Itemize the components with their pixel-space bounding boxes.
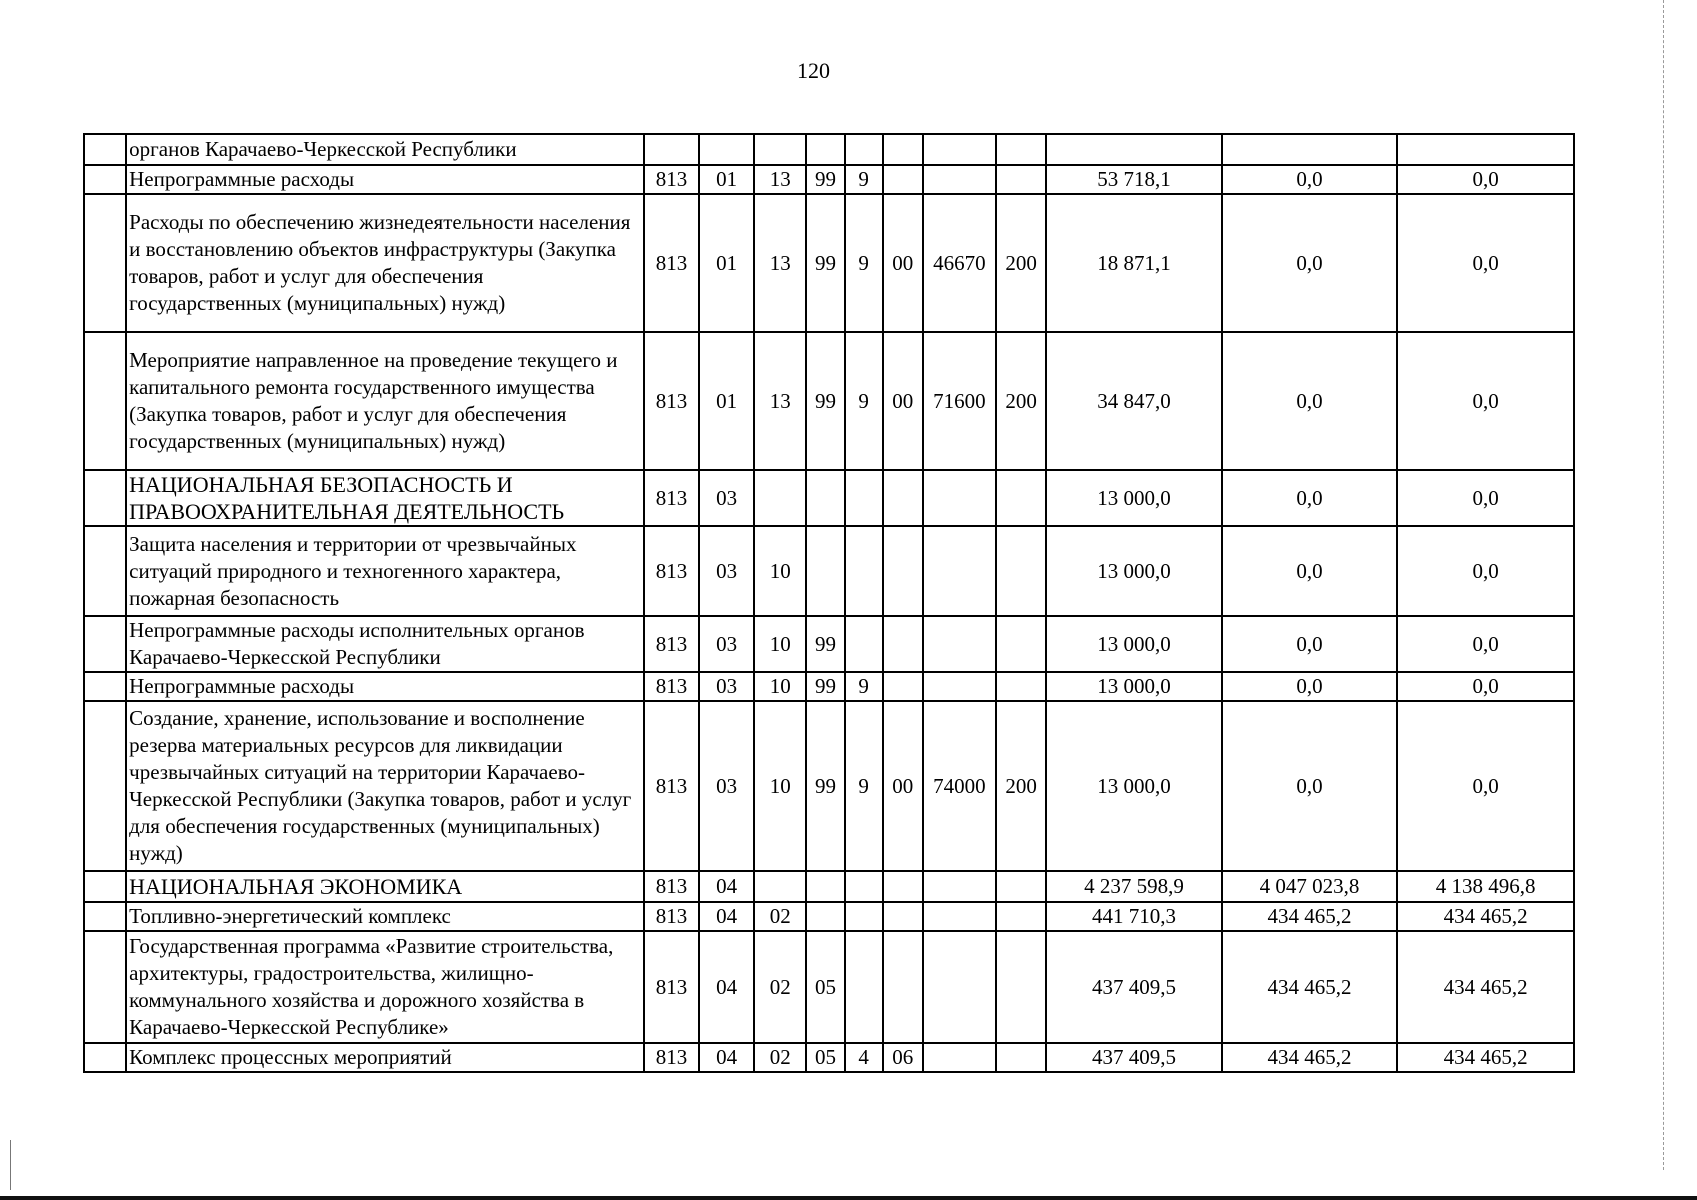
row-number-cell <box>84 134 126 165</box>
code-cell: 99 <box>806 701 844 871</box>
code-cell <box>806 526 844 616</box>
code-cell: 813 <box>644 616 699 672</box>
code-cell <box>923 616 996 672</box>
row-name: Топливно-энергетический комплекс <box>126 902 644 931</box>
code-cell <box>923 134 996 165</box>
code-cell <box>845 616 883 672</box>
code-cell <box>923 1043 996 1072</box>
amount-cell: 0,0 <box>1397 701 1574 871</box>
amount-cell: 18 871,1 <box>1046 194 1222 332</box>
row-number-cell <box>84 470 126 526</box>
row-name: Комплекс процессных мероприятий <box>126 1043 644 1072</box>
amount-cell: 13 000,0 <box>1046 672 1222 701</box>
code-cell <box>845 526 883 616</box>
row-number-cell <box>84 931 126 1043</box>
code-cell: 01 <box>699 332 754 470</box>
amount-cell: 0,0 <box>1222 332 1398 470</box>
code-cell: 13 <box>754 332 806 470</box>
row-name: Государственная программа «Развитие строительства, архитектуры, градостроительства, жилищно-коммунального хозяйства и дорожного хозяйства в Карачаево-Черкесской Республике» <box>126 931 644 1043</box>
code-cell <box>754 470 806 526</box>
code-cell <box>923 165 996 194</box>
code-cell <box>996 165 1046 194</box>
row-number-cell <box>84 871 126 902</box>
table-row <box>84 616 1574 672</box>
amount-cell: 0,0 <box>1222 701 1398 871</box>
amount-cell <box>1397 134 1574 165</box>
code-cell: 813 <box>644 701 699 871</box>
scan-edge-left <box>10 1140 11 1190</box>
code-cell: 10 <box>754 526 806 616</box>
code-cell: 01 <box>699 194 754 332</box>
amount-cell: 0,0 <box>1397 616 1574 672</box>
code-cell <box>996 134 1046 165</box>
code-cell <box>845 871 883 902</box>
row-name: Непрограммные расходы исполнительных органов Карачаево-Черкесской Республики <box>126 616 644 672</box>
row-number-cell <box>84 1043 126 1072</box>
row-name: органов Карачаево-Черкесской Республики <box>126 134 644 165</box>
row-number-cell <box>84 902 126 931</box>
amount-cell: 434 465,2 <box>1397 902 1574 931</box>
code-cell <box>845 902 883 931</box>
amount-cell: 13 000,0 <box>1046 701 1222 871</box>
code-cell <box>845 134 883 165</box>
code-cell: 813 <box>644 332 699 470</box>
code-cell: 04 <box>699 871 754 902</box>
amount-cell <box>1222 134 1398 165</box>
code-cell: 200 <box>996 194 1046 332</box>
code-cell: 813 <box>644 165 699 194</box>
code-cell <box>883 526 923 616</box>
amount-cell: 0,0 <box>1397 194 1574 332</box>
row-name: Защита населения и территории от чрезвычайных ситуаций природного и техногенного характера, пожарная безопасность <box>126 526 644 616</box>
code-cell <box>644 134 699 165</box>
code-cell <box>923 526 996 616</box>
row-name: Создание, хранение, использование и восполнение резерва материальных ресурсов для ликвидации чрезвычайных ситуаций на территории Карачаево-Черкесской Республики (Закупка товаров, работ и услуг для обеспечения государственных (муниципальных) нужд) <box>126 701 644 871</box>
code-cell <box>883 134 923 165</box>
code-cell <box>996 1043 1046 1072</box>
code-cell: 99 <box>806 194 844 332</box>
code-cell: 99 <box>806 332 844 470</box>
code-cell: 02 <box>754 1043 806 1072</box>
code-cell: 03 <box>699 526 754 616</box>
code-cell <box>699 134 754 165</box>
table-row <box>84 165 1574 194</box>
code-cell <box>883 672 923 701</box>
code-cell: 03 <box>699 672 754 701</box>
code-cell: 00 <box>883 701 923 871</box>
code-cell: 9 <box>845 701 883 871</box>
row-name: НАЦИОНАЛЬНАЯ ЭКОНОМИКА <box>126 871 644 902</box>
code-cell: 9 <box>845 165 883 194</box>
amount-cell: 4 138 496,8 <box>1397 871 1574 902</box>
code-cell: 813 <box>644 871 699 902</box>
code-cell <box>806 871 844 902</box>
scan-edge-right <box>1663 0 1664 1170</box>
code-cell: 74000 <box>923 701 996 871</box>
row-number-cell <box>84 165 126 194</box>
code-cell: 03 <box>699 616 754 672</box>
code-cell <box>845 931 883 1043</box>
amount-cell <box>1046 134 1222 165</box>
amount-cell: 0,0 <box>1397 165 1574 194</box>
code-cell: 9 <box>845 332 883 470</box>
code-cell: 10 <box>754 616 806 672</box>
amount-cell: 0,0 <box>1222 616 1398 672</box>
table-row <box>84 470 1574 526</box>
amount-cell: 437 409,5 <box>1046 1043 1222 1072</box>
amount-cell: 0,0 <box>1222 165 1398 194</box>
code-cell: 05 <box>806 931 844 1043</box>
table-row <box>84 194 1574 332</box>
code-cell: 9 <box>845 672 883 701</box>
code-cell: 99 <box>806 165 844 194</box>
code-cell <box>883 165 923 194</box>
code-cell <box>806 902 844 931</box>
amount-cell: 0,0 <box>1222 526 1398 616</box>
code-cell: 813 <box>644 526 699 616</box>
code-cell: 04 <box>699 902 754 931</box>
row-number-cell <box>84 194 126 332</box>
amount-cell: 13 000,0 <box>1046 470 1222 526</box>
code-cell: 02 <box>754 931 806 1043</box>
row-number-cell <box>84 616 126 672</box>
code-cell <box>883 470 923 526</box>
amount-cell: 0,0 <box>1222 194 1398 332</box>
code-cell <box>996 616 1046 672</box>
scan-edge-bottom <box>0 1196 1697 1200</box>
amount-cell: 0,0 <box>1397 672 1574 701</box>
code-cell <box>996 931 1046 1043</box>
code-cell <box>996 470 1046 526</box>
code-cell: 813 <box>644 902 699 931</box>
code-cell <box>845 470 883 526</box>
amount-cell: 434 465,2 <box>1397 1043 1574 1072</box>
table-body <box>84 134 1574 1072</box>
amount-cell: 13 000,0 <box>1046 526 1222 616</box>
code-cell <box>883 902 923 931</box>
amount-cell: 34 847,0 <box>1046 332 1222 470</box>
code-cell <box>883 931 923 1043</box>
amount-cell: 434 465,2 <box>1222 931 1398 1043</box>
page-number: 120 <box>797 58 830 83</box>
code-cell: 13 <box>754 165 806 194</box>
code-cell: 813 <box>644 672 699 701</box>
code-cell: 813 <box>644 470 699 526</box>
table-row <box>84 871 1574 902</box>
table-row <box>84 1043 1574 1072</box>
code-cell <box>996 902 1046 931</box>
table-row <box>84 526 1574 616</box>
budget-table <box>83 133 1575 1073</box>
amount-cell: 0,0 <box>1222 470 1398 526</box>
code-cell: 03 <box>699 701 754 871</box>
code-cell: 813 <box>644 1043 699 1072</box>
code-cell <box>883 616 923 672</box>
code-cell <box>923 871 996 902</box>
code-cell: 9 <box>845 194 883 332</box>
code-cell: 00 <box>883 332 923 470</box>
row-name: Мероприятие направленное на проведение текущего и капитального ремонта государственного имущества (Закупка товаров, работ и услуг для обеспечения государственных (муниципальных) нужд) <box>126 332 644 470</box>
code-cell: 05 <box>806 1043 844 1072</box>
row-name: Расходы по обеспечению жизнедеятельности населения и восстановлению объектов инфраструктуры (Закупка товаров, работ и услуг для обеспечения государственных (муниципальных) нужд) <box>126 194 644 332</box>
code-cell: 99 <box>806 616 844 672</box>
code-cell: 200 <box>996 701 1046 871</box>
code-cell: 10 <box>754 701 806 871</box>
amount-cell: 0,0 <box>1397 470 1574 526</box>
code-cell <box>806 470 844 526</box>
row-name: Непрограммные расходы <box>126 165 644 194</box>
table-row <box>84 701 1574 871</box>
row-number-cell <box>84 701 126 871</box>
code-cell <box>923 470 996 526</box>
code-cell: 01 <box>699 165 754 194</box>
amount-cell: 0,0 <box>1397 526 1574 616</box>
code-cell: 99 <box>806 672 844 701</box>
code-cell <box>996 871 1046 902</box>
table-row <box>84 931 1574 1043</box>
amount-cell: 434 465,2 <box>1222 902 1398 931</box>
amount-cell: 0,0 <box>1397 332 1574 470</box>
code-cell <box>883 871 923 902</box>
code-cell: 06 <box>883 1043 923 1072</box>
amount-cell: 4 237 598,9 <box>1046 871 1222 902</box>
row-name: Непрограммные расходы <box>126 672 644 701</box>
code-cell: 813 <box>644 194 699 332</box>
code-cell <box>754 871 806 902</box>
code-cell: 813 <box>644 931 699 1043</box>
table-row <box>84 902 1574 931</box>
code-cell <box>996 672 1046 701</box>
code-cell: 04 <box>699 1043 754 1072</box>
code-cell: 4 <box>845 1043 883 1072</box>
row-number-cell <box>84 672 126 701</box>
code-cell <box>923 931 996 1043</box>
amount-cell: 437 409,5 <box>1046 931 1222 1043</box>
amount-cell: 441 710,3 <box>1046 902 1222 931</box>
amount-cell: 434 465,2 <box>1222 1043 1398 1072</box>
row-number-cell <box>84 332 126 470</box>
code-cell: 03 <box>699 470 754 526</box>
code-cell <box>996 526 1046 616</box>
code-cell: 200 <box>996 332 1046 470</box>
amount-cell: 4 047 023,8 <box>1222 871 1398 902</box>
code-cell <box>806 134 844 165</box>
code-cell: 13 <box>754 194 806 332</box>
code-cell <box>923 672 996 701</box>
table-row <box>84 134 1574 165</box>
amount-cell: 13 000,0 <box>1046 616 1222 672</box>
amount-cell: 53 718,1 <box>1046 165 1222 194</box>
row-number-cell <box>84 526 126 616</box>
code-cell <box>754 134 806 165</box>
code-cell: 10 <box>754 672 806 701</box>
code-cell: 46670 <box>923 194 996 332</box>
row-name: НАЦИОНАЛЬНАЯ БЕЗОПАСНОСТЬ И ПРАВООХРАНИТЕЛЬНАЯ ДЕЯТЕЛЬНОСТЬ <box>126 470 644 526</box>
amount-cell: 434 465,2 <box>1397 931 1574 1043</box>
table-row <box>84 672 1574 701</box>
code-cell: 04 <box>699 931 754 1043</box>
code-cell: 00 <box>883 194 923 332</box>
table-row <box>84 332 1574 470</box>
code-cell: 71600 <box>923 332 996 470</box>
code-cell: 02 <box>754 902 806 931</box>
amount-cell: 0,0 <box>1222 672 1398 701</box>
code-cell <box>923 902 996 931</box>
